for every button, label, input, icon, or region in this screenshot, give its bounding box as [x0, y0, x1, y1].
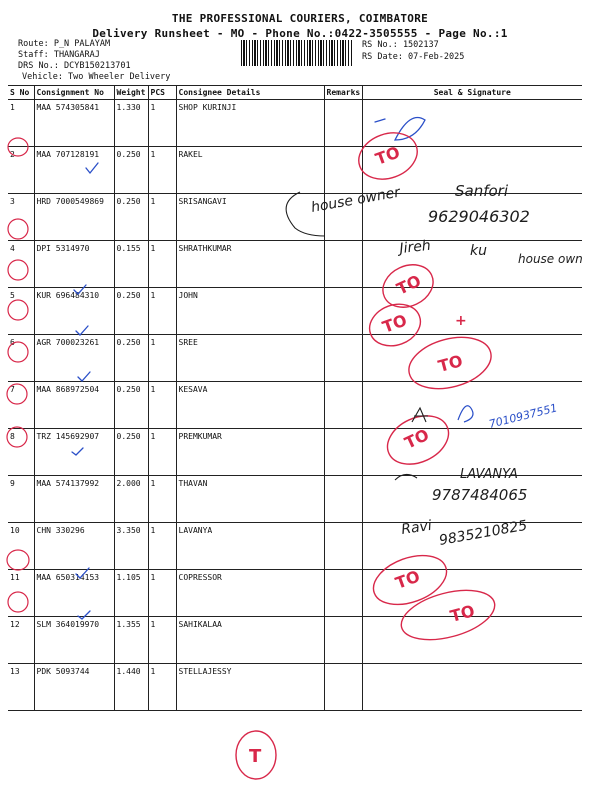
tick-mark — [74, 285, 86, 294]
signature-text: house own — [518, 252, 583, 266]
cell-weight: 3.350 — [114, 523, 148, 570]
blue-scribble — [375, 119, 385, 122]
col-signature-header: Seal & Signature — [362, 86, 582, 100]
cell-consignment: MAA 574137992 — [34, 476, 114, 523]
cell-consignee: THAVAN — [176, 476, 324, 523]
cell-pcs: 1 — [148, 147, 176, 194]
cell-weight: 1.440 — [114, 664, 148, 711]
cell-weight: 0.250 — [114, 382, 148, 429]
cell-sno: 9 — [8, 476, 34, 523]
cell-consignee: SREE — [176, 335, 324, 382]
cell-pcs: 1 — [148, 570, 176, 617]
cell-weight: 0.250 — [114, 194, 148, 241]
page-mark-text: T — [249, 746, 262, 767]
cell-consignment: AGR 700023261 — [34, 335, 114, 382]
document-title: THE PROFESSIONAL COURIERS, COIMBATORE — [171, 12, 429, 25]
col-consignment-header: Consignment No — [34, 86, 114, 100]
cell-pcs: 1 — [148, 335, 176, 382]
cell-weight: 1.105 — [114, 570, 148, 617]
cell-weight: 2.000 — [114, 476, 148, 523]
sno-circle — [8, 219, 28, 239]
cell-consignment: CHN 330296 — [34, 523, 114, 570]
sno-circle — [8, 138, 28, 156]
tick-mark — [78, 372, 90, 381]
cell-sno: 8 — [8, 429, 34, 476]
signature-house-owner: house owner — [309, 184, 402, 216]
cell-consignee: COPRESSOR — [176, 570, 324, 617]
staff-label: Staff: THANGARAJ — [18, 50, 100, 60]
cell-consignment: HRD 7000549869 — [34, 194, 114, 241]
cell-consignment: PDK 5093744 — [34, 664, 114, 711]
blue-signature — [458, 406, 473, 422]
col-sno-header: S No — [8, 86, 34, 100]
tick-mark — [72, 448, 83, 455]
cell-consignee: LAVANYA — [176, 523, 324, 570]
cell-weight: 0.250 — [114, 429, 148, 476]
cell-pcs: 1 — [148, 476, 176, 523]
drs-number: DRS No.: DCYB150213701 — [18, 61, 131, 71]
to-stamp-text: TO — [448, 601, 477, 626]
cell-consignment: KUR 696484310 — [34, 288, 114, 335]
to-stamp — [396, 581, 500, 648]
col-pcs-header: PCS — [148, 86, 176, 100]
cell-consignee: SHOP KURINJI — [176, 100, 324, 147]
cell-pcs: 1 — [148, 100, 176, 147]
sno-circle — [8, 592, 28, 612]
cell-sno: 7 — [8, 382, 34, 429]
signature-phone: 9787484065 — [432, 486, 528, 504]
rs-number: RS No.: 1502137 — [362, 40, 439, 50]
cell-sno: 6 — [8, 335, 34, 382]
cell-pcs: 1 — [148, 194, 176, 241]
to-stamp-text: TO — [393, 271, 424, 299]
cell-consignee: SHRATHKUMAR — [176, 241, 324, 288]
cell-weight: 0.250 — [114, 147, 148, 194]
blue-scribble — [395, 118, 425, 141]
cell-sno: 13 — [8, 664, 34, 711]
cell-sno: 4 — [8, 241, 34, 288]
cell-pcs: 1 — [148, 664, 176, 711]
cell-sno: 3 — [8, 194, 34, 241]
sno-circle — [8, 342, 28, 362]
signature-phone-blue: 7010937551 — [487, 401, 559, 431]
document-subtitle: Delivery Runsheet - MO - Phone No.:0422-3505555 - Page No.:1 — [92, 27, 508, 40]
signature-name: Ravi — [400, 517, 433, 538]
cell-consignment: MAA 707128191 — [34, 147, 114, 194]
tick-mark — [78, 611, 90, 619]
col-remarks-header: Remarks — [324, 86, 362, 100]
to-stamp-text: TO — [401, 425, 432, 453]
cell-pcs: 1 — [148, 241, 176, 288]
cell-consignee: JOHN — [176, 288, 324, 335]
signature-scribble — [412, 408, 428, 422]
to-stamp-text: TO — [372, 142, 403, 169]
route-label: Route: P_N PALAYAM — [18, 39, 111, 49]
to-stamp-text: TO — [436, 351, 465, 376]
cell-weight: 0.155 — [114, 241, 148, 288]
cell-sno: 12 — [8, 617, 34, 664]
cell-weight: 1.330 — [114, 100, 148, 147]
cell-sno: 2 — [8, 147, 34, 194]
cell-consignment: TRZ 145692907 — [34, 429, 114, 476]
cell-weight: 0.250 — [114, 335, 148, 382]
cell-consignee: SRISANGAVI — [176, 194, 324, 241]
signature-phone: 9835210825 — [437, 517, 529, 549]
red-plus-mark: + — [455, 313, 467, 329]
signature-name: LAVANYA — [460, 467, 518, 482]
cell-pcs: 1 — [148, 523, 176, 570]
cell-consignee: RAKEL — [176, 147, 324, 194]
cell-consignment: MAA 650314153 — [34, 570, 114, 617]
cell-sno: 11 — [8, 570, 34, 617]
cell-sno: 5 — [8, 288, 34, 335]
cell-consignee: PREMKUMAR — [176, 429, 324, 476]
to-stamp-text: TO — [379, 310, 410, 337]
vehicle-label: Vehicle: Two Wheeler Delivery — [22, 72, 171, 82]
col-consignee-header: Consignee Details — [176, 86, 324, 100]
to-stamp-text: TO — [392, 566, 423, 593]
rs-date: RS Date: 07-Feb-2025 — [362, 52, 465, 62]
cell-pcs: 1 — [148, 382, 176, 429]
sno-circle — [8, 260, 28, 280]
tick-mark — [86, 163, 98, 173]
cell-consignment: MAA 574305841 — [34, 100, 114, 147]
cell-weight: 0.250 — [114, 288, 148, 335]
cell-consignee: STELLAJESSY — [176, 664, 324, 711]
tick-mark — [76, 326, 88, 335]
signature-text: Jireh — [398, 237, 432, 257]
cell-consignment: SLM 364019970 — [34, 617, 114, 664]
signature-phone: 9629046302 — [428, 207, 530, 226]
tick-mark — [76, 568, 89, 578]
cell-pcs: 1 — [148, 288, 176, 335]
sno-circle — [7, 427, 27, 447]
cell-consignment: MAA 868972504 — [34, 382, 114, 429]
sno-circle — [7, 550, 29, 570]
sno-circle — [8, 300, 28, 320]
signature-name: Sanfori — [455, 182, 509, 200]
cell-consignee: SAHIKALAA — [176, 617, 324, 664]
cell-consignee: KESAVA — [176, 382, 324, 429]
cell-pcs: 1 — [148, 617, 176, 664]
signature-text: ku — [470, 243, 487, 259]
cell-sno: 1 — [8, 100, 34, 147]
cell-sno: 10 — [8, 523, 34, 570]
cell-pcs: 1 — [148, 429, 176, 476]
col-weight-header: Weight — [114, 86, 148, 100]
sno-circle — [7, 384, 27, 404]
cell-consignment: DPI 5314970 — [34, 241, 114, 288]
signature-scribble — [395, 474, 417, 480]
cell-weight: 1.355 — [114, 617, 148, 664]
